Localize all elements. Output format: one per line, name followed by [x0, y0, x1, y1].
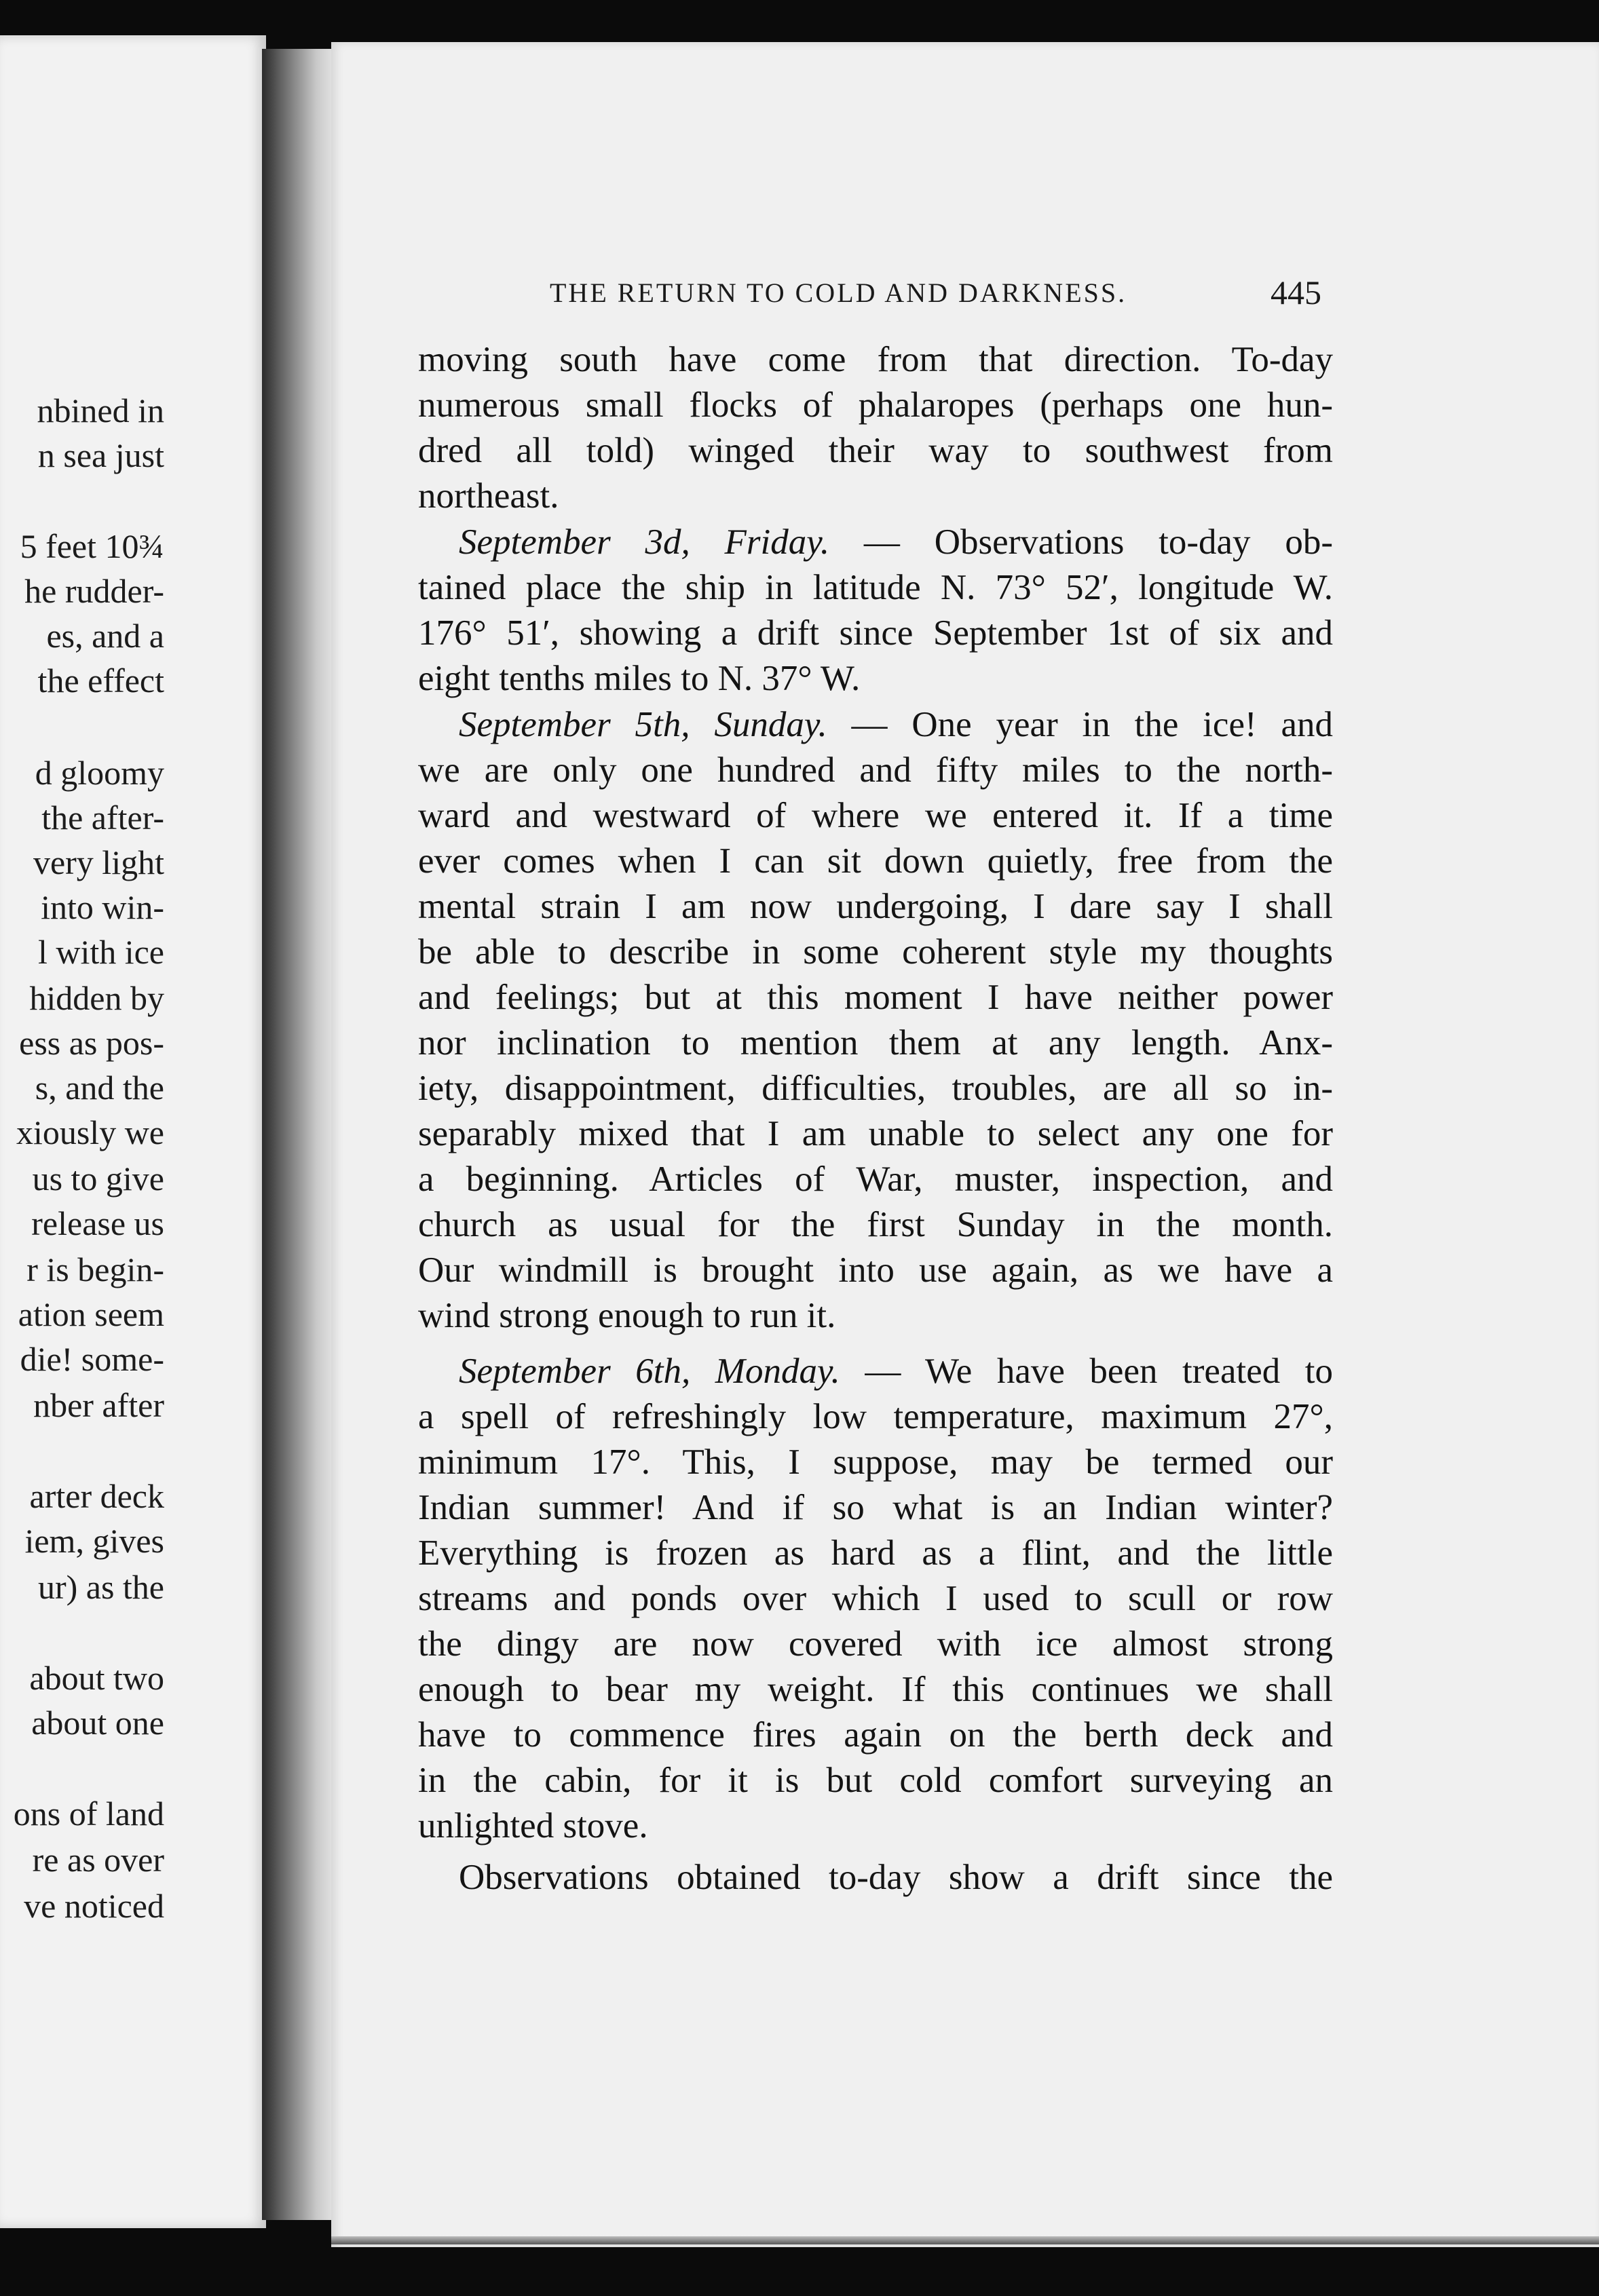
- text-line: streams and ponds over which I used to scull or row: [418, 1579, 1333, 1618]
- facing-page-line: very light: [33, 843, 164, 881]
- text-line: church as usual for the first Sunday in the month.: [418, 1205, 1333, 1244]
- facing-page-line: release us: [31, 1204, 164, 1242]
- text-line: a beginning. Articles of War, muster, inspection, and: [418, 1160, 1333, 1199]
- facing-page-line: arter deck: [29, 1477, 164, 1515]
- facing-page-line: he rudder-: [24, 572, 164, 610]
- text-line: we are only one hundred and fifty miles to the north-: [418, 750, 1333, 790]
- facing-page-line: re as over: [32, 1841, 164, 1879]
- facing-page-line: 5 feet 10¾: [20, 527, 164, 565]
- facing-page-line: the after-: [41, 799, 164, 837]
- facing-page-line: ve noticed: [24, 1887, 164, 1925]
- book-gutter: [262, 49, 338, 2220]
- facing-page-line: into win-: [41, 888, 164, 926]
- text-line: ward and westward of where we entered it. If a time: [418, 796, 1333, 835]
- text-line: Our windmill is brought into use again, as we have a: [418, 1250, 1333, 1290]
- text-line: separably mixed that I am unable to select any one for: [418, 1114, 1333, 1153]
- text-line: iety, disappointment, difficulties, troubles, are all so in-: [418, 1069, 1333, 1108]
- facing-page-line: nbined in: [37, 391, 164, 429]
- text-line: ever comes when I can sit down quietly, free from the: [418, 841, 1333, 881]
- text-line: be able to describe in some coherent style my thoughts: [418, 932, 1333, 972]
- text-line: moving south have come from that direction. To-day: [418, 340, 1333, 379]
- text-line: Indian summer! And if so what is an Indian winter?: [418, 1488, 1333, 1527]
- facing-page-line: about one: [31, 1704, 164, 1742]
- entry-first-line: [459, 1351, 1333, 1392]
- entry-first-line: [459, 522, 1333, 562]
- text-line: minimum 17°. This, I suppose, may be termed our: [418, 1442, 1333, 1482]
- facing-page-line: r is begin-: [26, 1250, 164, 1288]
- text-line: a spell of refreshingly low temperature, maximum 27°,: [418, 1397, 1333, 1436]
- facing-page-line: es, and a: [46, 617, 164, 655]
- facing-page-line: ess as pos-: [19, 1024, 164, 1062]
- facing-page-line: ur) as the: [37, 1568, 164, 1606]
- text-segment: — One year in the ice! and: [827, 705, 1333, 744]
- facing-page-line: xiously we: [16, 1113, 164, 1151]
- text-line: 176° 51′, showing a drift since September 1st of six and: [418, 613, 1333, 653]
- text-segment: — Observations to-day ob-: [829, 522, 1333, 562]
- entry-date: September 6th, Monday.: [459, 1352, 840, 1391]
- text-line: northeast.: [418, 476, 559, 516]
- text-segment: — We have been treated to: [840, 1352, 1333, 1391]
- text-line: the dingy are now covered with ice almost strong: [418, 1624, 1333, 1664]
- text-line: enough to bear my weight. If this continues we shall: [418, 1670, 1333, 1709]
- text-line: Observations obtained to-day show a drift since the: [459, 1858, 1333, 1897]
- facing-page-fragment: [0, 35, 266, 2228]
- text-line: have to commence fires again on the berth deck and: [418, 1715, 1333, 1755]
- text-line: in the cabin, for it is but cold comfort surveying an: [418, 1761, 1333, 1800]
- text-line: Everything is frozen as hard as a flint, and the little: [418, 1533, 1333, 1573]
- facing-page-line: nber after: [33, 1386, 164, 1424]
- entry-date: September 3d, Friday.: [459, 522, 830, 562]
- text-line: dred all told) winged their way to southwest from: [418, 431, 1333, 470]
- running-head: THE RETURN TO COLD AND DARKNESS.: [550, 278, 1127, 308]
- text-line: nor inclination to mention them at any length. Anx-: [418, 1023, 1333, 1063]
- facing-page-line: iem, gives: [24, 1522, 164, 1560]
- page-number: 445: [1271, 273, 1321, 311]
- facing-page-line: ons of land: [13, 1795, 164, 1833]
- facing-page-line: s, and the: [35, 1069, 164, 1107]
- page-bottom-edge: [331, 2236, 1599, 2244]
- facing-page-line: ation seem: [18, 1295, 164, 1333]
- text-line: wind strong enough to run it.: [418, 1296, 836, 1335]
- facing-page-line: the effect: [37, 662, 164, 700]
- text-line: eight tenths miles to N. 37° W.: [418, 659, 861, 698]
- facing-page-line: n sea just: [37, 436, 164, 474]
- entry-date: September 5th, Sunday.: [459, 705, 827, 744]
- facing-page-line: die! some-: [20, 1340, 164, 1378]
- facing-page-line: l with ice: [37, 933, 164, 971]
- text-line: tained place the ship in latitude N. 73° 52′, longitude W.: [418, 568, 1333, 607]
- facing-page-line: us to give: [32, 1160, 164, 1198]
- facing-page-line: d gloomy: [35, 754, 164, 792]
- facing-page-line: hidden by: [29, 979, 164, 1017]
- text-line: and feelings; but at this moment I have neither power: [418, 978, 1333, 1017]
- text-line: numerous small flocks of phalaropes (perhaps one hun-: [418, 385, 1333, 425]
- facing-page-line: about two: [29, 1659, 164, 1697]
- text-line: mental strain I am now undergoing, I dare say I shall: [418, 887, 1333, 926]
- text-line: unlighted stove.: [418, 1806, 648, 1845]
- entry-first-line: [459, 704, 1333, 745]
